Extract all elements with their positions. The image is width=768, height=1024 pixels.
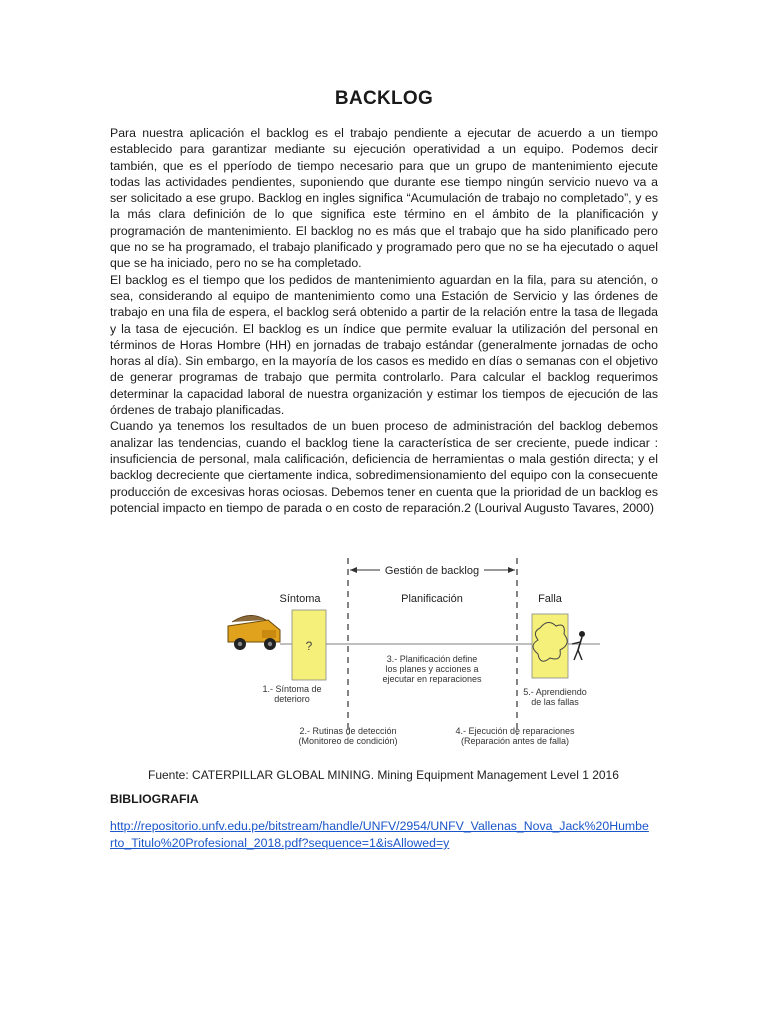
bibliography-link[interactable]: http://repositorio.unfv.edu.pe/bitstream/handle/UNFV/2954/UNFV_Vallenas_Nova_Jack%20Humberto_Titulo%20Profesional_2018.pdf?sequence=1&isAllowed=y <box>110 819 649 850</box>
step5-line2: de las fallas <box>531 697 579 707</box>
bibliography-heading: BIBLIOGRAFIA <box>110 792 199 806</box>
top-arrow-head-right <box>508 567 515 573</box>
paragraph: Para nuestra aplicación el backlog es el trabajo pendiente a ejecutar de acuerdo a un tiempo establecido para garantizar mediante su ejecución operatividad a un equipo. Podemos decir también, que es el pperíodo de tiempo necesario para que un grupo de mantenimiento ejecute todas las actividades pendientes, suponiendo que durante ese tiempo ningún servicio nuevo va a ser solicitado a ese grupo. Backlog en ingles significa “Acumulación de trabajo no completado”, y es la más clara definición de lo que significa este término en el ámbito de la planificación y programación de mantenimiento. El backlog no es más que el trabajo que ha sido planificado pero que no se ha programado, el trabajo planificado y programado pero que no se ha ejecutado o aquel que se ha iniciado, pero no se ha completado. <box>110 126 658 271</box>
step1-line1: 1.- Síntoma de <box>262 684 322 694</box>
step3-line3: ejecutar en reparaciones <box>382 674 482 684</box>
label-falla: Falla <box>538 593 562 605</box>
step5-line1: 5.- Aprendiendo <box>523 687 587 697</box>
label-sintoma: Síntoma <box>279 593 321 605</box>
worker-figure-icon <box>572 631 585 660</box>
step2-line2: (Monitoreo de condición) <box>298 736 398 746</box>
step2-line1: 2.- Rutinas de detección <box>299 726 397 736</box>
step4-line2: (Reparación antes de falla) <box>460 736 570 746</box>
paragraph: Cuando ya tenemos los resultados de un buen proceso de administración del backlog debemos analizar las tendencias, cuando el backlog tiene la característica de ser creciente, puede indicar : insuficiencia de personal, mala calificación, deficiencia de herramientas o mala gestión directa; y el backlog decreciente que ciertamente indica, sobredimensionamiento del equipo con la consecuente producción de excesivas horas ociosas. Debemos tener en cuenta que la prioridad de un backlog es potencial impacto en tiempo de parada o en costo de reparación.2 (Lourival Augusto Tavares, 2000) <box>110 419 658 515</box>
figure-caption: Fuente: CATERPILLAR GLOBAL MINING. Mining Equipment Management Level 1 2016 <box>148 768 619 782</box>
backlog-diagram <box>210 540 650 790</box>
label-planificacion: Planificación <box>401 593 463 605</box>
step4-line1: 4.- Ejecución de reparaciones <box>455 726 575 736</box>
step3-line2: los planes y acciones a <box>385 664 479 674</box>
step1-line2: deterioro <box>274 694 310 704</box>
label-gestion-backlog: Gestión de backlog <box>384 565 480 577</box>
top-arrow-head-left <box>350 567 357 573</box>
box-question-mark: ? <box>305 639 313 653</box>
burst-failure-icon <box>532 614 568 678</box>
step3-line1: 3.- Planificación define <box>386 654 478 664</box>
body-text <box>110 125 658 516</box>
mining-truck-icon <box>228 615 280 650</box>
page-title: BACKLOG <box>334 88 434 109</box>
paragraph: El backlog es el tiempo que los pedidos de mantenimiento aguardan en la fila, para su atención, o sea, considerando al equipo de mantenimiento como una Estación de Servicio y las órdenes de trabajo en una fila de espera, el backlog será obtenido a partir de la relación entre la tasa de llegada y la tasa de ejecución. El backlog es un índice que permite evaluar la utilización del personal en términos de Horas Hombre (HH) en jornadas de trabajo estándar (generalmente jornadas de ocho horas al día). Sin embargo, en la mayoría de los casos es medido en días o semanas con el objetivo de generar programas de trabajo que permita controlarlo. Para calcular el backlog requerimos determinar la capacidad laboral de nuestra organización y estimar los tiempos de ejecución de las órdenes de trabajo planificadas. <box>110 272 658 418</box>
